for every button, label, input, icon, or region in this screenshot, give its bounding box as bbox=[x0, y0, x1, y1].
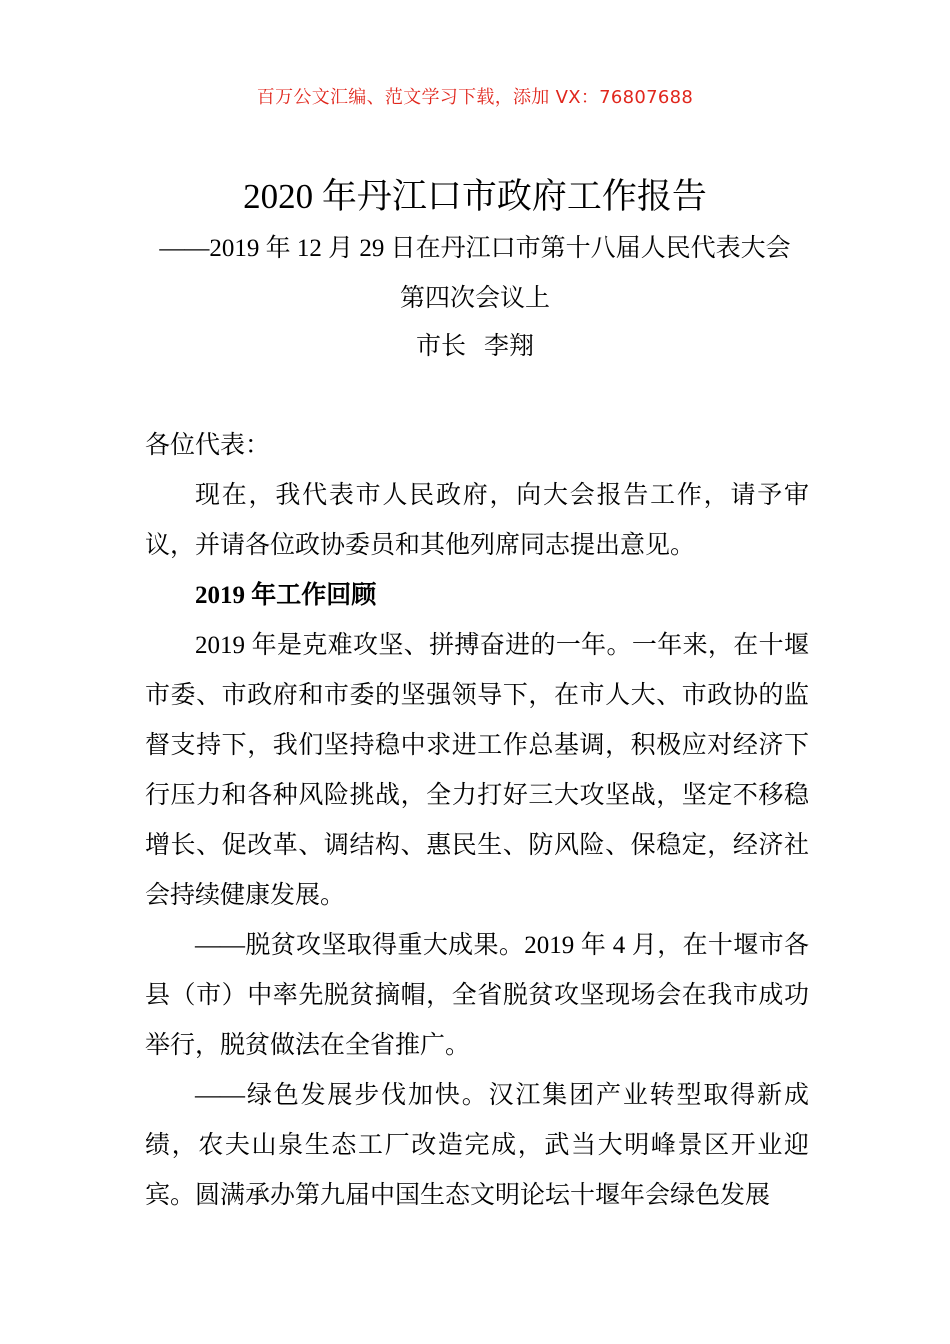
document-subtitle: ——2019 年 12 月 29 日在丹江口市第十八届人民代表大会第四次会议上 bbox=[159, 235, 791, 312]
document-body bbox=[145, 421, 809, 1221]
paragraph-poverty: ——脱贫攻坚取得重大成果。2019 年 4 月，在十堰市各县（市）中率先脱贫摘帽，全省脱贫攻坚现场会在我市成功举行，脱贫做法在全省推广。 bbox=[145, 932, 809, 1059]
watermark-text: 百万公文汇编、范文学习下载，添加 VX：76807688 bbox=[256, 87, 694, 108]
document-author: 市长 李翔 bbox=[416, 331, 534, 360]
document-title: 2020 年丹江口市政府工作报告 bbox=[243, 177, 707, 216]
salutation: 各位代表： bbox=[145, 432, 271, 459]
section-heading: 2019 年工作回顾 bbox=[195, 582, 377, 609]
paragraph-review: 2019 年是克难攻坚、拼搏奋进的一年。一年来，在十堰市委、市政府和市委的坚强领导下，在市人大、市政协的监督支持下，我们坚持稳中求进工作总基调，积极应对经济下行压力和各种风险挑战，全力打好三大攻坚战，坚定不移稳增长、促改革、调结构、惠民生、防风险、保稳定，经济社会持续健康发展。 bbox=[145, 632, 809, 909]
paragraph-green: ——绿色发展步伐加快。汉江集团产业转型取得新成绩，农夫山泉生态工厂改造完成，武当大明峰景区开业迎宾。圆满承办第九届中国生态文明论坛十堰年会绿色发展 bbox=[145, 1082, 809, 1209]
paragraph-intro: 现在，我代表市人民政府，向大会报告工作，请予审议，并请各位政协委员和其他列席同志提出意见。 bbox=[145, 482, 809, 559]
